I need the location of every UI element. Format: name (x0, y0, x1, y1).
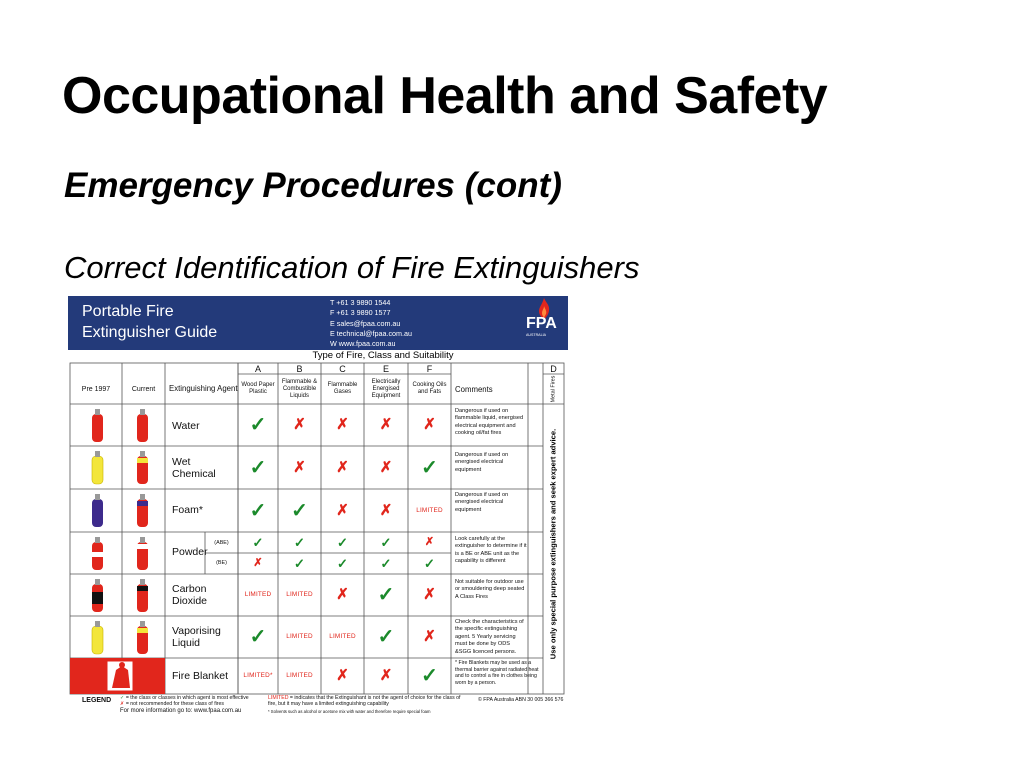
agent-powder: Powder (172, 546, 208, 558)
mark-carbon-dioxide-class-a-limited: LIMITED (244, 591, 272, 598)
agent-carbon-dioxide: Carbon Dioxide (172, 583, 208, 607)
mark-foam-class-b-tick-icon: ✓ (291, 499, 308, 522)
agent-vaporising-liquid: Vaporising Liquid (172, 625, 221, 649)
legend-cross-row: ✗ = not recommended for these class of fires (120, 701, 224, 707)
agent-wet-chemical: Wet Chemical (172, 456, 216, 480)
mark-fire-blanket-class-a-limited: LIMITED* (243, 672, 273, 679)
col-extinguishing-agent: Extinguishing Agent (169, 384, 238, 393)
mark-vaporising-liquid-class-f-cross-icon: ✗ (423, 628, 436, 645)
mark-water-class-b-cross-icon: ✗ (293, 416, 306, 433)
mark-powder-abe-class-c-tick-icon: ✓ (337, 535, 348, 550)
mark-vaporising-liquid-class-b-limited: LIMITED (286, 633, 313, 640)
comment-fire-blanket: * Fire Blankets may be used as a thermal barrier against radiated heat and to control a fire in clothes being worn by a person. (455, 660, 539, 686)
fpa-logo: FPA AUSTRALIA (524, 298, 566, 348)
col-current: Current (131, 385, 156, 393)
powder-be-label: (BE) (216, 560, 227, 566)
agent-foam: Foam* (172, 504, 203, 516)
class-d-letter: D (550, 363, 557, 374)
slide-title: Occupational Health and Safety (62, 67, 828, 125)
carbon-dioxide-current-extinguisher-icon (137, 579, 148, 612)
legend-limited-row: LIMITED = indicates that the Extinguishant is not the agent of choice for the class of fire, but it may have a limited extinguishing capability (268, 695, 461, 707)
comment-carbon-dioxide: Not suitable for outdoor use or smouldering deep seated A Class Fires (455, 579, 525, 600)
mark-powder-be-class-c-tick-icon: ✓ (337, 556, 348, 571)
mark-water-class-c-cross-icon: ✗ (336, 416, 349, 433)
contact-fax: F +61 3 9890 1577 (330, 308, 391, 318)
comment-foam: Dangerous if used on energised electrical equipment (455, 492, 509, 513)
powder-pre1997-extinguisher-icon (92, 537, 103, 570)
class-d-desc: Metal Fires (550, 375, 557, 403)
class-a-letter: A (254, 363, 261, 374)
wet-chemical-current-extinguisher-icon (137, 451, 148, 484)
more-info-link: For more information go to: www.fpaa.com.au (120, 708, 242, 714)
class-e-desc: Electrically Energised Equipment (371, 378, 401, 399)
wet-chemical-pre1997-extinguisher-icon (92, 451, 103, 484)
mark-wet-chemical-class-c-cross-icon: ✗ (336, 458, 349, 476)
mark-fire-blanket-class-b-limited: LIMITED (286, 672, 313, 679)
legend-label: LEGEND (82, 697, 112, 704)
extinguisher-guide-chart (68, 296, 568, 720)
mark-foam-class-a-tick-icon: ✓ (249, 499, 267, 522)
powder-abe-label: (ABE) (214, 539, 229, 546)
mark-carbon-dioxide-class-f-cross-icon: ✗ (423, 586, 436, 603)
contact-phone: T +61 3 9890 1544 (330, 298, 391, 307)
solvent-footnote: * Solvents such as alcohol or acetone mix with water and therefore require special foam (268, 709, 431, 714)
comment-water: Dangerous if used on flammable liquid, energised electrical equipment and cooking oil/fat fires (455, 408, 524, 437)
mark-powder-be-class-f-tick-icon: ✓ (424, 556, 435, 571)
foam-current-extinguisher-icon (137, 494, 148, 527)
mark-water-class-e-cross-icon: ✗ (379, 416, 393, 433)
comment-powder: Look carefully at the extinguisher to determine if it is a BE or ABE unit as the capability is different (455, 536, 527, 565)
vaporising-liquid-pre1997-extinguisher-icon (92, 621, 103, 654)
water-pre1997-extinguisher-icon (92, 409, 103, 442)
mark-water-class-f-cross-icon: ✗ (423, 416, 436, 433)
mark-carbon-dioxide-class-b-limited: LIMITED (286, 591, 313, 598)
mark-fire-blanket-class-f-tick-icon: ✓ (421, 665, 438, 687)
class-b-letter: B (296, 363, 303, 374)
col-comments: Comments (455, 384, 493, 394)
mark-foam-class-f-limited: LIMITED (416, 506, 443, 514)
col-pre-1997: Pre 1997 (81, 385, 111, 393)
agent-fire-blanket: Fire Blanket (172, 670, 229, 682)
metal-fires-side-note: Use only special purpose extinguishers and seek expert advice. (548, 428, 558, 659)
mark-fire-blanket-class-e-cross-icon: ✗ (379, 667, 393, 684)
vaporising-liquid-current-extinguisher-icon (137, 621, 148, 654)
class-c-letter: C (339, 363, 346, 374)
class-f-letter: F (426, 363, 433, 374)
class-a-desc: Wood Paper Plastic (241, 382, 275, 395)
powder-current-extinguisher-icon (137, 537, 148, 570)
slide-subtitle: Emergency Procedures (cont) (64, 166, 562, 205)
mark-wet-chemical-class-b-cross-icon: ✗ (293, 458, 306, 476)
comment-wet-chemical: Dangerous if used on energised electrical equipment (455, 452, 509, 473)
copyright-note: © FPA Australia ABN 30 005 366 576 (478, 697, 564, 703)
type-of-fire-heading: Type of Fire, Class and Suitability (312, 350, 454, 361)
mark-vaporising-liquid-class-c-limited: LIMITED (329, 633, 356, 640)
mark-wet-chemical-class-a-tick-icon: ✓ (249, 456, 267, 479)
mark-powder-be-class-a-cross-icon: ✗ (253, 557, 263, 569)
mark-powder-be-class-b-tick-icon: ✓ (294, 556, 305, 571)
carbon-dioxide-pre1997-extinguisher-icon (92, 579, 103, 612)
mark-wet-chemical-class-f-tick-icon: ✓ (421, 456, 438, 479)
mark-carbon-dioxide-class-c-cross-icon: ✗ (336, 586, 349, 603)
slide-caption: Correct Identification of Fire Extinguishers (64, 250, 640, 285)
mark-powder-abe-class-a-tick-icon: ✓ (252, 535, 264, 550)
contact-technical-email: E technical@fpaa.com.au (330, 328, 413, 338)
class-b-desc: Flammable & Combustible Liquids (281, 378, 318, 399)
contact-sales-email: E sales@fpaa.com.au (330, 318, 401, 328)
mark-powder-abe-class-f-cross-icon: ✗ (424, 536, 435, 548)
guide-title: Portable Fire Extinguisher Guide (82, 303, 218, 341)
mark-foam-class-e-cross-icon: ✗ (379, 501, 393, 519)
fire-blanket-icon (108, 662, 132, 690)
agent-water: Water (172, 420, 200, 432)
mark-water-class-a-tick-icon: ✓ (249, 414, 267, 436)
mark-powder-abe-class-e-tick-icon: ✓ (380, 535, 392, 550)
mark-vaporising-liquid-class-a-tick-icon: ✓ (249, 626, 267, 648)
class-e-letter: E (382, 363, 389, 374)
mark-powder-abe-class-b-tick-icon: ✓ (294, 535, 305, 550)
legend-tick-row: ✓ = the class or classes in which agent is most effective (120, 695, 249, 701)
mark-carbon-dioxide-class-e-tick-icon: ✓ (377, 584, 395, 606)
class-c-desc: Flammable Gases (327, 382, 358, 395)
contact-website: W www.fpaa.com.au (330, 339, 396, 349)
mark-foam-class-c-cross-icon: ✗ (336, 501, 349, 519)
mark-wet-chemical-class-e-cross-icon: ✗ (379, 458, 393, 476)
comment-vaporising-liquid: Check the characteristics of the specific extinguishing agent. 5 Yearly servicing must be done by ODS &SGG licenced persons. (455, 619, 524, 655)
foam-pre1997-extinguisher-icon (92, 494, 103, 527)
mark-fire-blanket-class-c-cross-icon: ✗ (336, 667, 349, 684)
class-f-desc: Cooking Oils and Fats (412, 382, 447, 395)
mark-powder-be-class-e-tick-icon: ✓ (380, 556, 392, 571)
mark-vaporising-liquid-class-e-tick-icon: ✓ (377, 626, 395, 648)
water-current-extinguisher-icon (137, 409, 148, 442)
